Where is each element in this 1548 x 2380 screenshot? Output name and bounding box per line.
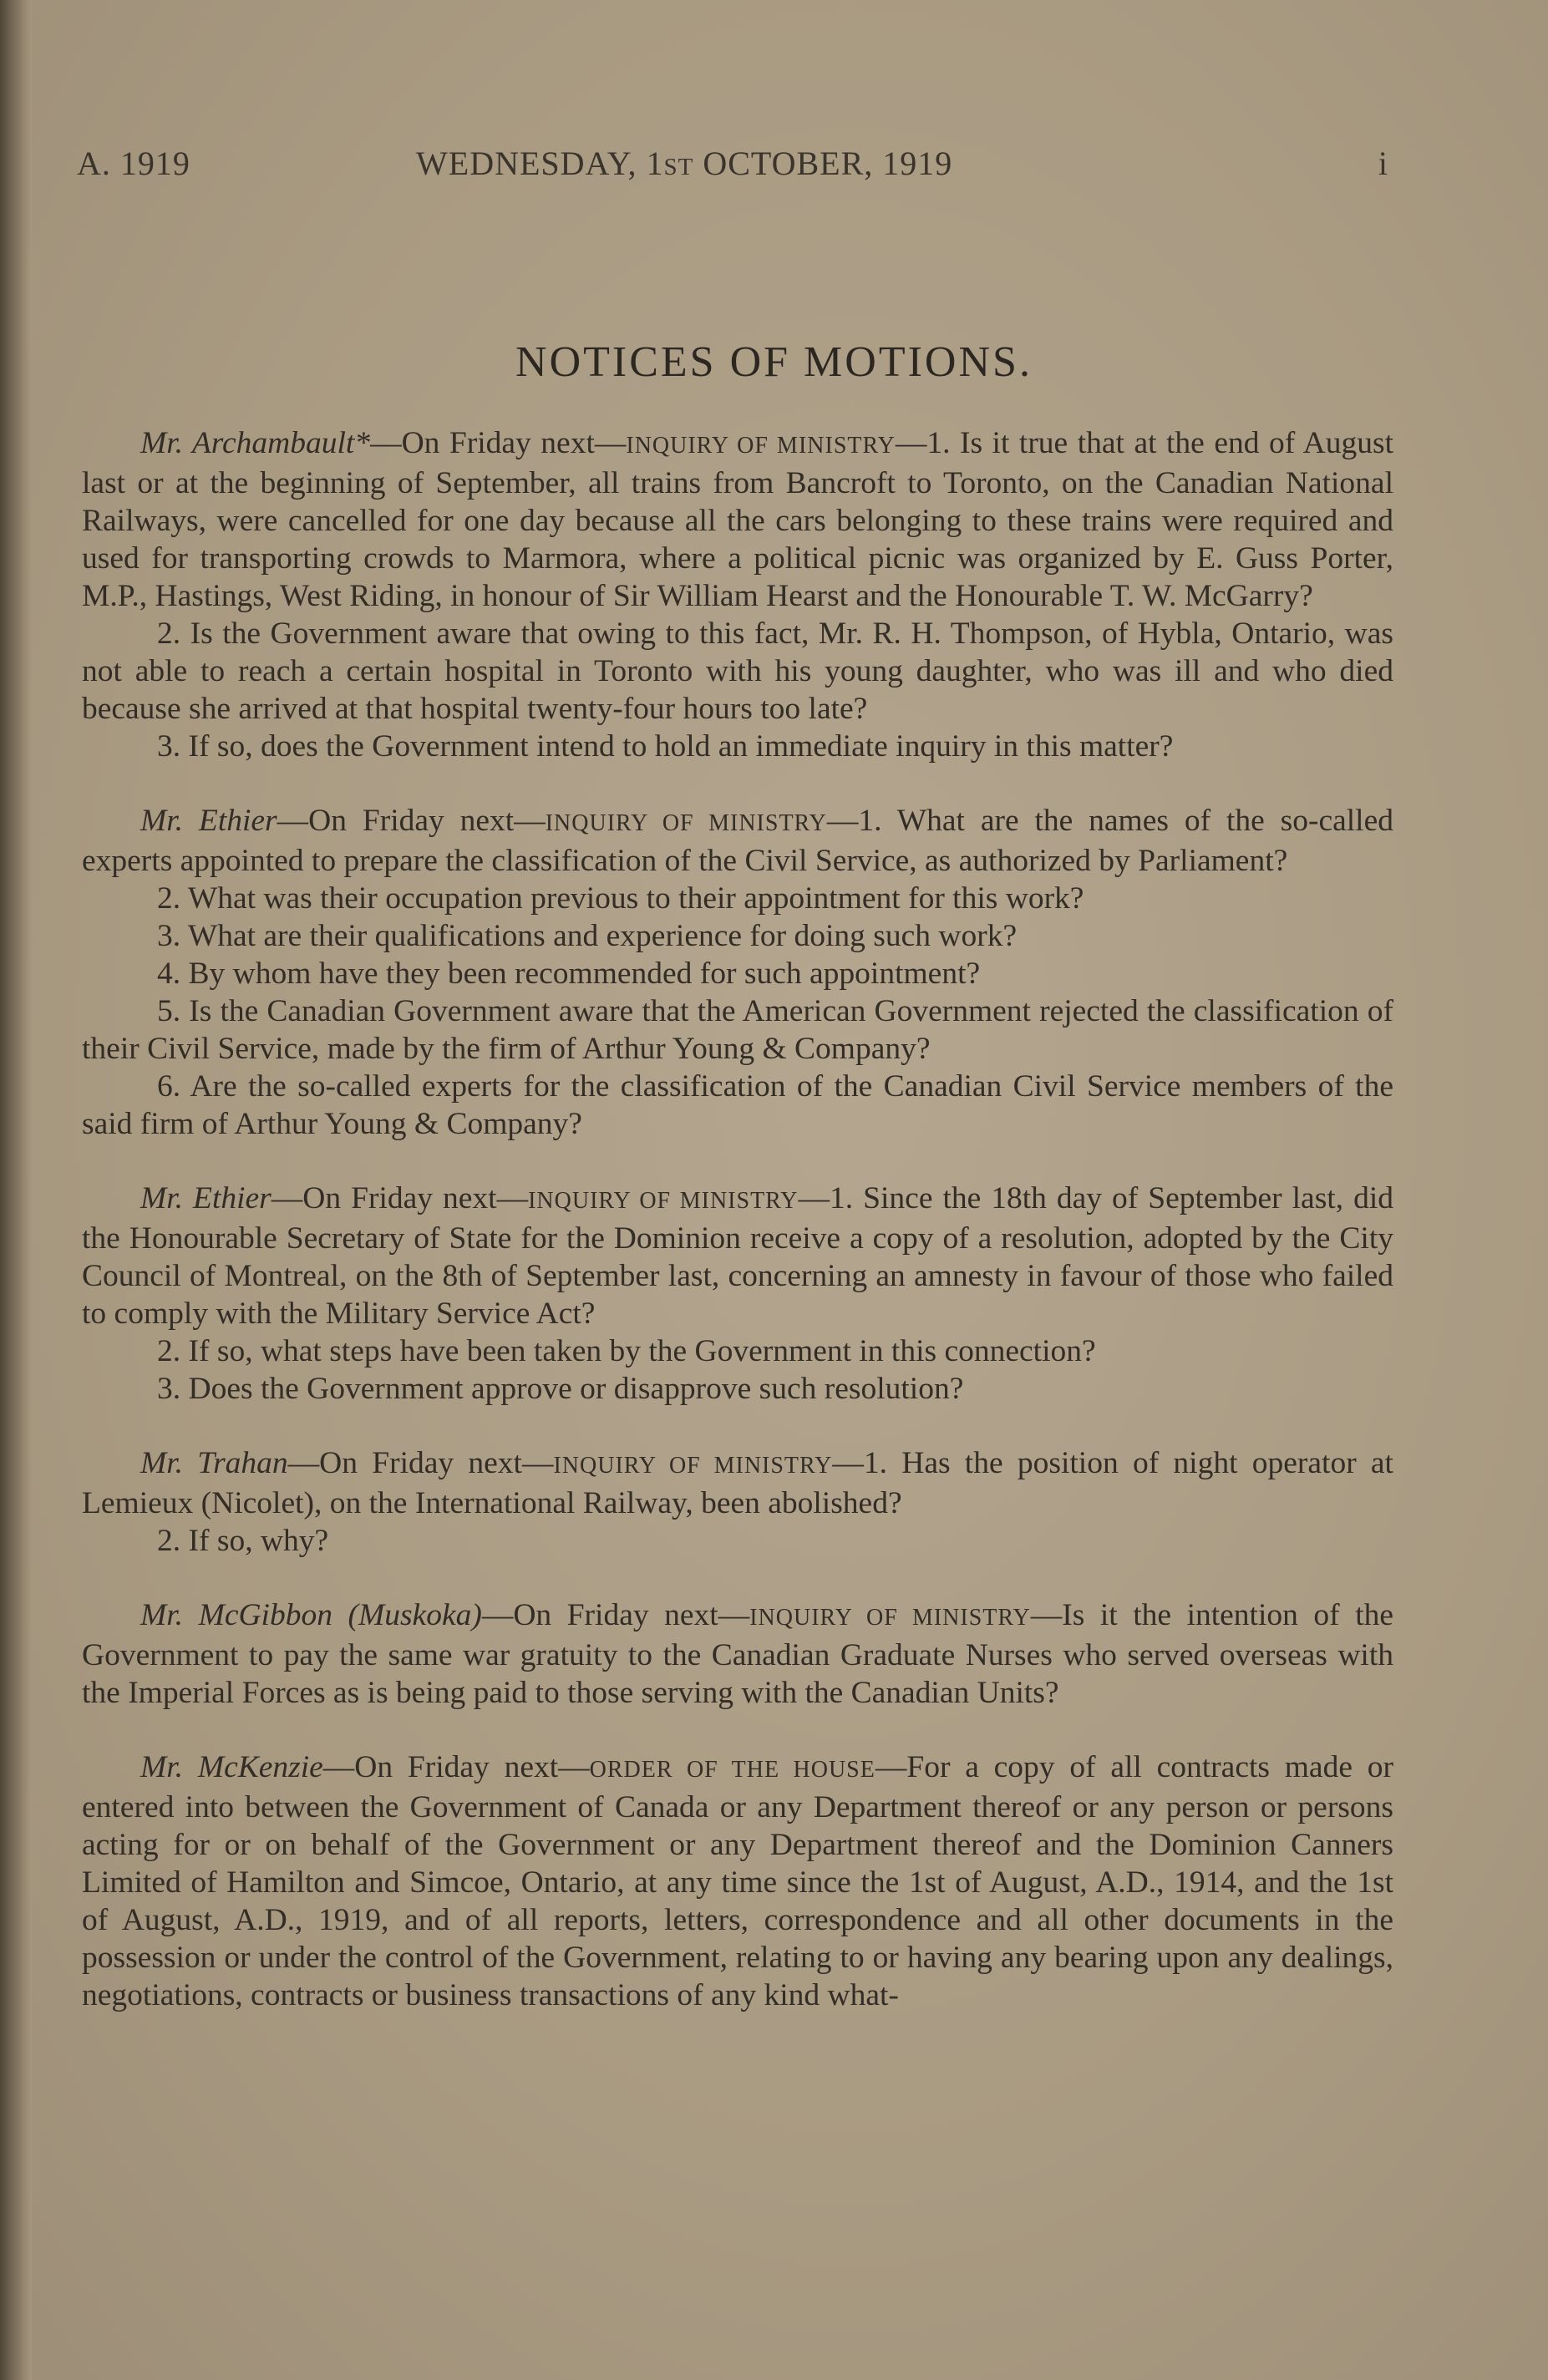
motion-lead-paragraph xyxy=(82,1444,1393,1522)
motion-lead-paragraph xyxy=(82,1596,1393,1712)
motion-sub-question: 2. If so, what steps have been taken by the Government in this connection? xyxy=(157,1334,1096,1368)
motion-intro: —On Friday next— xyxy=(322,1750,590,1784)
motion-kind: ORDER OF THE HOUSE xyxy=(589,1757,876,1783)
motion-entry xyxy=(82,1596,1393,1712)
header-weekday: WEDNESDAY, xyxy=(416,145,637,182)
motion-sub-question: 3. What are their qualifications and experience for doing such work? xyxy=(157,919,1018,953)
motion-intro: —On Friday next— xyxy=(277,804,546,838)
motion-entry xyxy=(82,1444,1393,1560)
motion-kind: INQUIRY OF MINISTRY xyxy=(553,1453,833,1479)
motion-entry xyxy=(82,424,1393,765)
motion-lead-paragraph xyxy=(82,802,1393,880)
motion-intro: —On Friday next— xyxy=(370,426,627,460)
motion-sub-question: 2. If so, why? xyxy=(157,1524,329,1558)
motion-lead-paragraph xyxy=(82,424,1393,615)
motion-question-text: —1. Has the position of night operator at Lemieux (Nicolet), on the International Railway, been abolished? xyxy=(82,1446,1393,1520)
motion-sub-question: 3. If so, does the Government intend to hold an immediate inquiry in this matter? xyxy=(157,729,1174,764)
motion-kind: INQUIRY OF MINISTRY xyxy=(749,1605,1031,1631)
motion-question-text: —For a copy of all contracts made or entered into between the Government of Canada or any Department thereof or any person or persons acting for or on behalf of the Government or any Department thereof and the Dominion Canners Limited of Hamilton and Simcoe, Ontario, at any time since the 1st of August, A.D., 1914, and the 1st of August, A.D., 1919, and of all reports, letters, correspondence and all other documents in the possession or under the control of the Government, relating to or having any bearing upon any dealings, negotiations, contracts or business transactions of any kind what- xyxy=(82,1750,1393,2012)
motion-mover: Mr. Trahan xyxy=(140,1446,288,1480)
motion-intro: —On Friday next— xyxy=(271,1181,529,1215)
motion-sub-question: 5. Is the Canadian Government aware that the American Government rejected the classification of their Civil Service, made by the firm of Arthur Young & Company? xyxy=(82,994,1393,1066)
motion-question-text: —1. Is it true that at the end of August last or at the beginning of September, all trains from Bancroft to Toronto, on the Canadian National Railways, were cancelled for one day because all the cars belonging to these trains were required and used for transporting crowds to Marmora, where a political picnic was organized by E. Guss Porter, M.P., Hastings, West Riding, in honour of Sir William Hearst and the Honourable T. W. McGarry? xyxy=(82,426,1393,613)
motion-mover: Mr. Archambault* xyxy=(140,426,371,460)
header-date xyxy=(416,144,952,183)
motion-sub-question: 6. Are the so-called experts for the classification of the Canadian Civil Service members of the said firm of Arthur Young & Company? xyxy=(82,1069,1393,1141)
motion-sub-question: 3. Does the Government approve or disapprove such resolution? xyxy=(157,1372,964,1406)
motion-sub-question: 2. What was their occupation previous to their appointment for this work? xyxy=(157,881,1084,916)
motion-question-text: —1. Since the 18th day of September last, did the Honourable Secretary of State for the Dominion receive a copy of a resolution, adopted by the City Council of Montreal, on the 8th of September last, concerning an amnesty in favour of those who failed to comply with the Military Service Act? xyxy=(82,1181,1393,1331)
page-title: NOTICES OF MOTIONS. xyxy=(515,338,1033,386)
motion-entry xyxy=(82,1180,1393,1408)
header-day-suffix: ST xyxy=(663,154,694,180)
motion-intro: —On Friday next— xyxy=(287,1446,554,1480)
motion-entry xyxy=(82,1748,1393,2014)
motion-kind: INQUIRY OF MINISTRY xyxy=(528,1188,799,1214)
header-month: OCTOBER, xyxy=(703,145,874,182)
motion-kind: INQUIRY OF MINISTRY xyxy=(545,810,827,836)
motion-entry xyxy=(82,802,1393,1143)
header-session-year: A. 1919 xyxy=(77,145,190,182)
motion-kind: INQUIRY OF MINISTRY xyxy=(626,433,896,459)
motion-lead-paragraph xyxy=(82,1748,1393,2014)
header-year: 1919 xyxy=(882,145,953,182)
motion-sub-question: 2. Is the Government aware that owing to this fact, Mr. R. H. Thompson, of Hybla, Ontario, was not able to reach a certain hospital in Toronto with his young daughter, who was ill and who died because she arrived at that hospital twenty-four hours too late? xyxy=(82,617,1393,726)
page-number: i xyxy=(1378,145,1388,182)
motions-list xyxy=(82,424,1393,2051)
motion-mover: Mr. Ethier xyxy=(140,804,277,838)
motion-question-text: —Is it the intention of the Government to pay the same war gratuity to the Canadian Graduate Nurses who served overseas with the Imperial Forces as is being paid to those serving with the Canadian Units? xyxy=(82,1598,1394,1710)
header-day: 1 xyxy=(646,145,664,182)
motion-lead-paragraph xyxy=(82,1180,1393,1332)
motion-intro: —On Friday next— xyxy=(481,1598,750,1632)
motion-mover: Mr. McKenzie xyxy=(140,1750,323,1784)
motion-mover: Mr. McGibbon (Muskoka) xyxy=(140,1598,482,1632)
running-header xyxy=(77,144,1388,194)
motion-mover: Mr. Ethier xyxy=(140,1181,272,1215)
motion-sub-question: 4. By whom have they been recommended for such appointment? xyxy=(157,957,981,991)
motion-question-text: —1. What are the names of the so-called experts appointed to prepare the classification of the Civil Service, as authorized by Parliament? xyxy=(82,804,1393,878)
